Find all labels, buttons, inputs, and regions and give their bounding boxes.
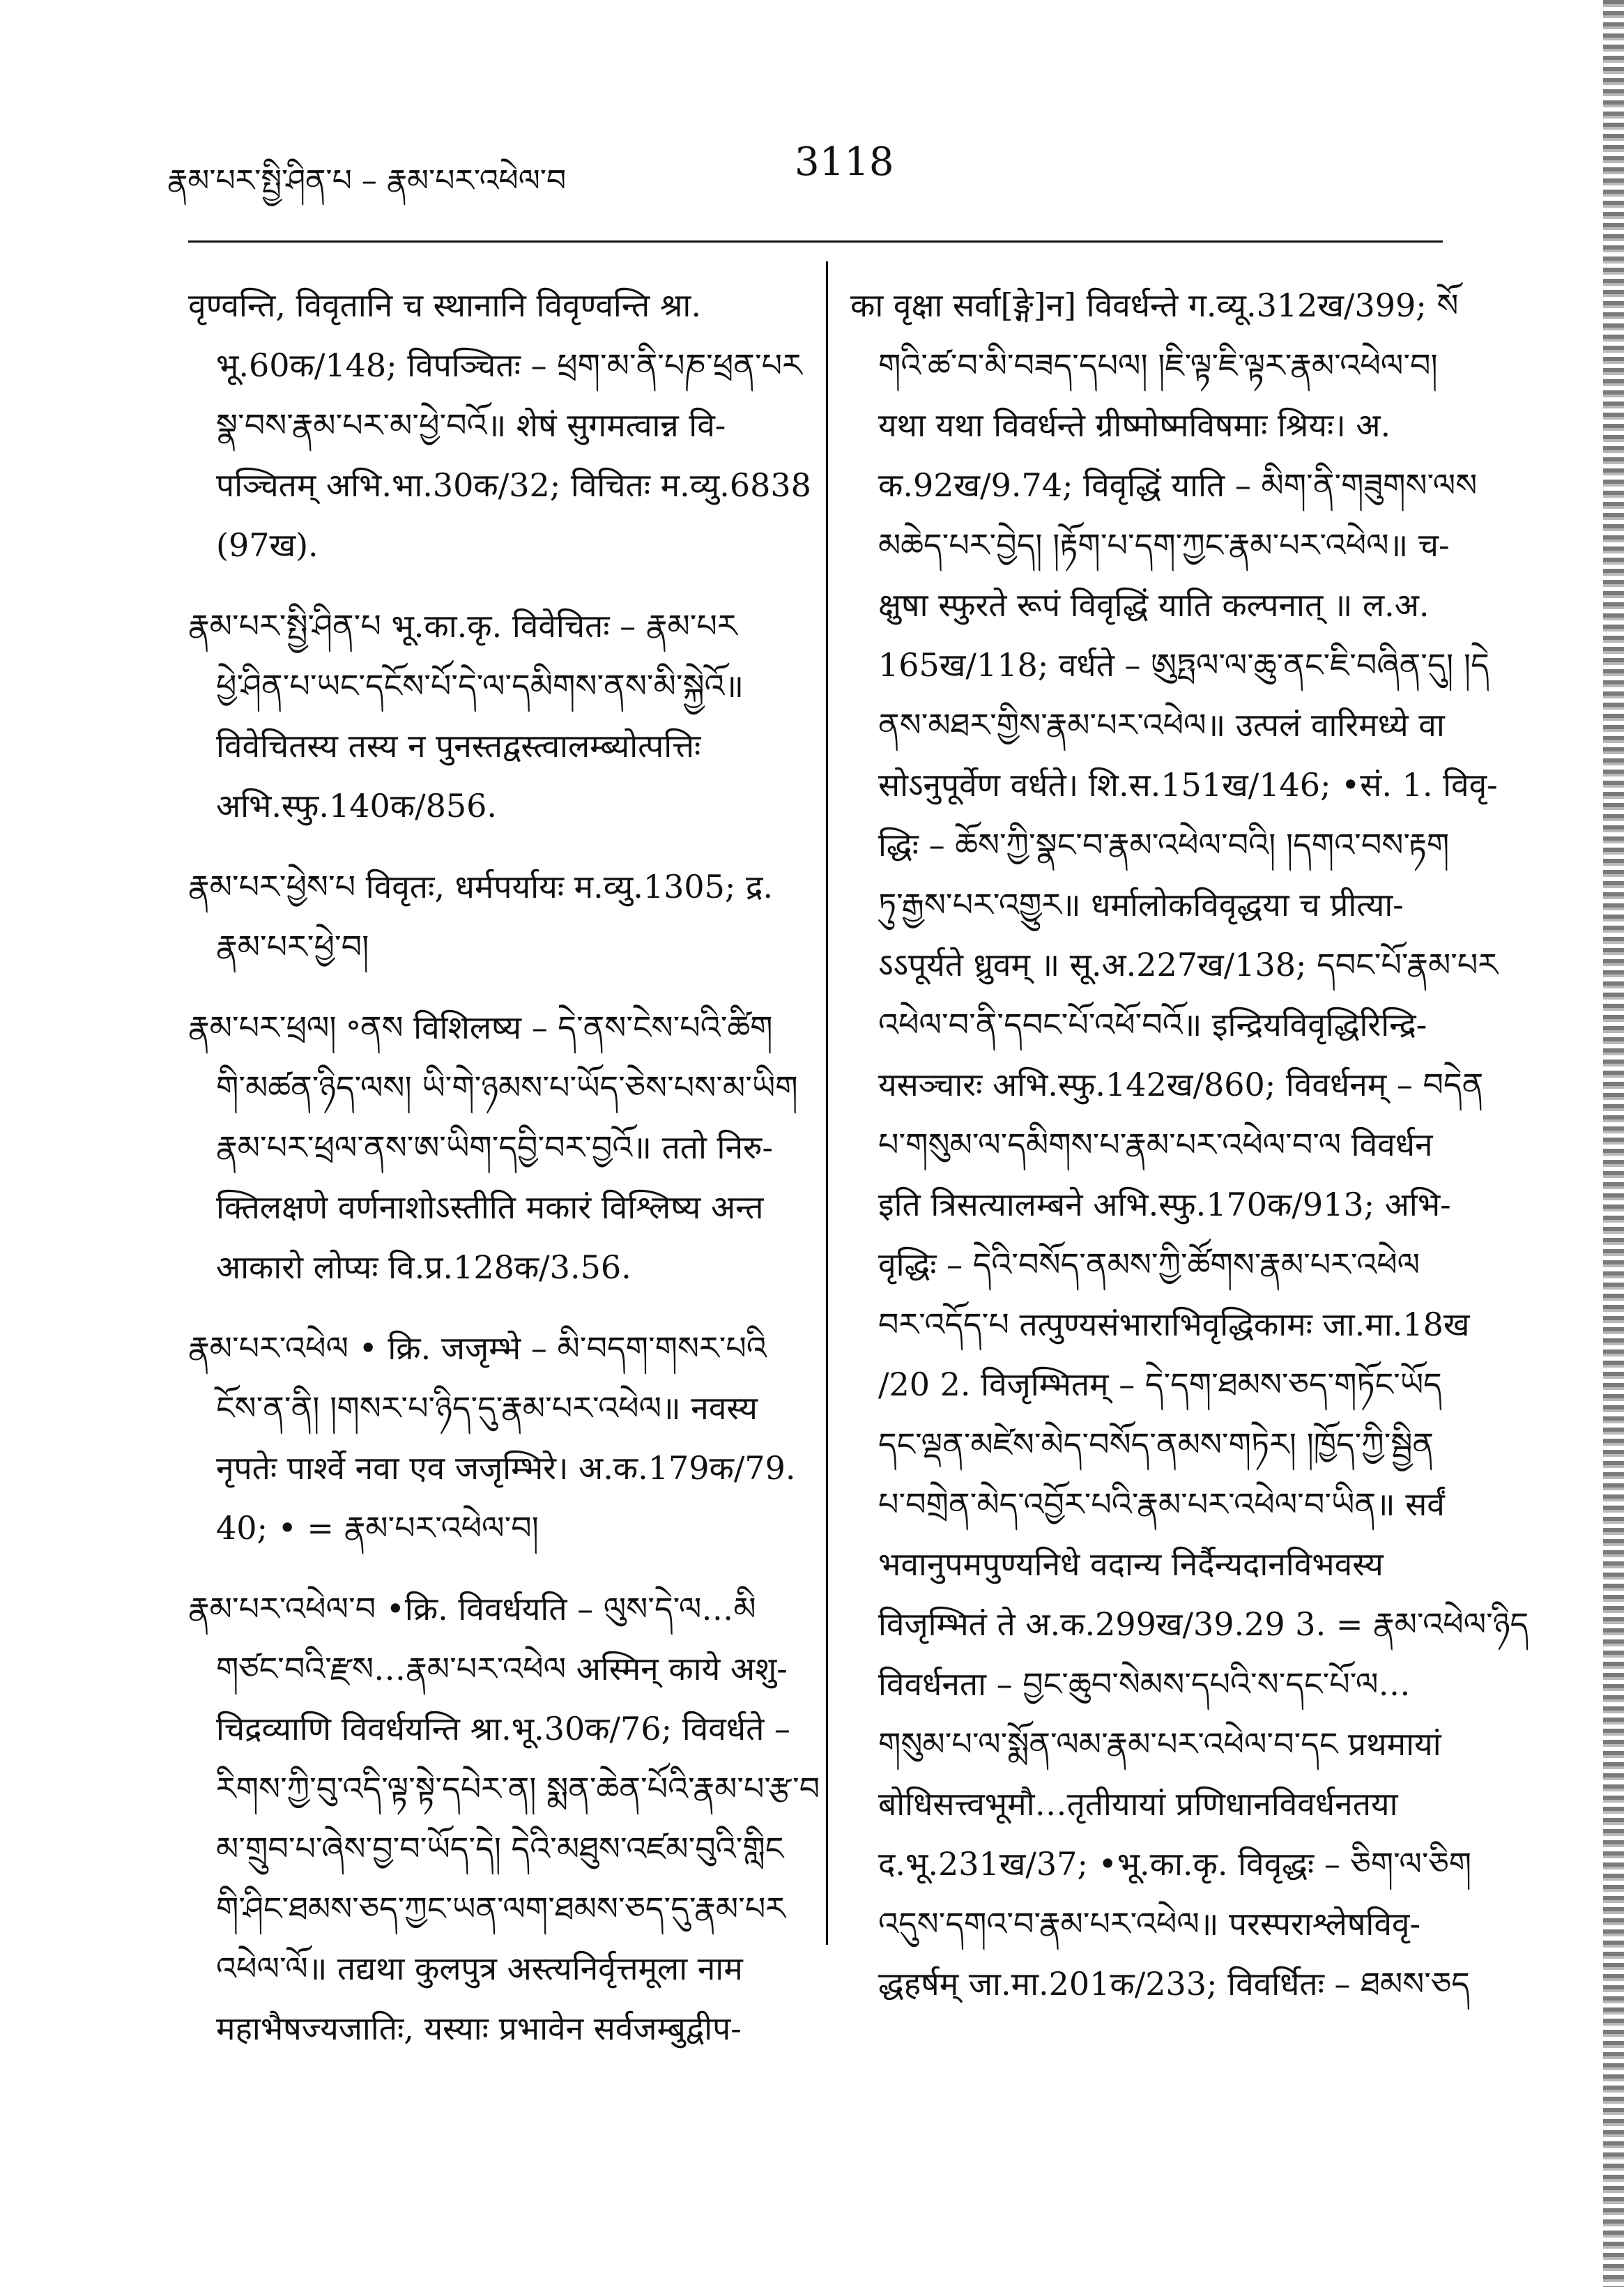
- text-line: དང་ལྡན་མཛེས་མེད་བསོད་ནམས་གཏེར། །ཁྱོད་ཀྱི་སྦྱིན: [878, 1425, 1434, 1463]
- text-line: द्धहर्षम् जा.मा.201क/233; विवर्धितः – ཐམས་ཅད: [878, 1965, 1470, 2003]
- text-line: यथा यथा विवर्धन्ते ग्रीष्मोष्मविषमाः श्रियः। अ.: [878, 406, 1391, 444]
- text-line: भू.60क/148; विपञ्चितः – ཕྲག་མ་ནི་པཎ་ཕྲན་པར: [216, 346, 802, 384]
- text-line: का वृक्षा सर्वा[ङ्गे]न] विवर्धन्ते ग.व्यू.312ख/399; སོ: [850, 286, 1459, 324]
- entry-paragraph: [188, 596, 795, 836]
- text-line: द.भू.231ख/37; •भू.का.कृ. विवृद्धः – ཅིག་ལ་ཅིག: [878, 1845, 1472, 1883]
- text-line: ऽऽपूर्यते ध्रुवम् ॥ सू.अ.227ख/138; དབང་པོ་རྣམ་པར: [878, 946, 1499, 984]
- text-line: अभि.स्फु.140क/856.: [216, 787, 498, 825]
- text-line: ནས་མཐར་གྱིས་རྣམ་པར་འཕེལ॥ उत्पलं वारिमध्ये वा: [878, 706, 1445, 744]
- text-line: འཕེལ་ལོ॥ तद्यथा कुलपुत्र अस्त्यनिर्वृत्तमूला नाम: [216, 1950, 743, 1987]
- text-line: མ་གྲུབ་པ་ཞེས་བྱ་བ་ཡོད་དེ། དེའི་མཐུས་འཛམ་བུའི་གླིང: [216, 1830, 784, 1867]
- text-line: इति त्रिसत्यालम्बने अभि.स्फु.170क/913; अभि-: [878, 1186, 1451, 1223]
- column-divider: [826, 261, 828, 1945]
- text-line: क्तिलक्षणे वर्णनाशोऽस्तीति मकारं विश्लिष्य अन्त: [216, 1188, 764, 1226]
- text-line: བར་འདོད་པ तत्पुण्यसंभाराभिवृद्धिकामः जा.मा.18ख: [878, 1306, 1470, 1343]
- text-line: པ་བགྲེན་མེད་འབྱོར་པའི་རྣམ་པར་འཕེལ་བ་ཡིན॥ सर्वं: [878, 1485, 1445, 1523]
- text-line: पञ्चितम् अभि.भा.30क/32; विचितः म.व्यु.6838: [216, 466, 811, 504]
- text-line: विवर्धनता – བྱང་ཆུབ་སེམས་དཔའི་ས་དང་པོ་ལ…: [878, 1665, 1411, 1703]
- text-line: རྣམ་པར་ཕྱེ་བ།: [216, 928, 369, 965]
- text-line: क.92ख/9.74; विवृद्धिं याति – མིག་ནི་གཟུགས་ལས: [878, 466, 1478, 504]
- entry-paragraph: [188, 1579, 820, 2058]
- entry-paragraph: [850, 275, 1529, 2014]
- text-line: རིགས་ཀྱི་བུ་འདི་ལྟ་སྟེ་དཔེར་ན། སྨན་ཆེན་པོའི་རྣམ་པ་རྩ་བ: [216, 1770, 820, 1807]
- text-line: གསུམ་པ་ལ་སྨོན་ལམ་རྣམ་པར་འཕེལ་བ་དང प्रथमायां: [878, 1725, 1441, 1763]
- text-line: नृपतेः पार्श्वे नवा एव जजृम्भिरे। अ.क.179क/79.: [216, 1449, 796, 1487]
- text-line: क्षुषा स्फुरते रूपं विवृद्धिं याति कल्पनात् ॥ ल.अ.: [878, 586, 1430, 624]
- text-line: वृण्वन्ति, विवृतानि च स्थानानि विवृण्वन्ति श्रा.: [188, 286, 701, 324]
- text-line: द्धिः – ཆོས་ཀྱི་སྣང་བ་རྣམ་འཕེལ་བའི། །དགའ་བས་རྟག: [878, 826, 1450, 864]
- right-column: [850, 275, 1529, 2035]
- text-line: རྣམ་པར་ཕྱེས་པ विवृतः, धर्मपर्यायः म.व्यु.1305; द्र.: [188, 868, 774, 905]
- text-line: सोऽनुपूर्वेण वर्धते। शि.स.151ख/146; •सं. 1. विवृ-: [878, 766, 1498, 804]
- entry-paragraph: [188, 997, 798, 1297]
- text-line: རྣམ་པར་སྤྱི་ཤིན་པ भू.का.कृ. विवेचितः – རྣམ་པར: [188, 607, 737, 645]
- text-line: འདུས་དགའ་བ་རྣམ་པར་འཕེལ॥ परस्पराश्लेषविवृ-: [878, 1905, 1421, 1943]
- entry-paragraph: [188, 1318, 795, 1558]
- text-line: वृद्धिः – དེའི་བསོད་ནམས་ཀྱི་ཚོགས་རྣམ་པར་འཕེལ: [878, 1246, 1420, 1283]
- entry-paragraph: [188, 275, 811, 575]
- text-line: རྣམ་པར་འཕེལ • क्रि. जजृम्भे – མི་བདག་གསར་པའི: [188, 1329, 767, 1367]
- text-line: གཙང་བའི་རྫས…རྣམ་པར་འཕེལ अस्मिन् काये अशु-: [216, 1650, 788, 1688]
- text-line: པ་གསུམ་ལ་དམིགས་པ་རྣམ་པར་འཕེལ་བ་ལ विवर्धन: [878, 1126, 1433, 1163]
- text-line: (97ख).: [216, 526, 319, 564]
- text-line: महाभैषज्यजातिः, यस्याः प्रभावेन सर्वजम्बुद्वीप-: [216, 2010, 742, 2047]
- left-column: [188, 275, 820, 2079]
- text-line: चिद्रव्याणि विवर्धयन्ति श्रा.भू.30क/76; विवर्धते –: [216, 1710, 790, 1747]
- text-line: यसञ्चारः अभि.स्फु.142ख/860; विवर्धनम् – བདེན: [878, 1066, 1484, 1103]
- text-line: གའི་ཚ་བ་མི་བཟད་དཔལ། །ཇི་ལྟ་ཇི་ལྟར་རྣམ་འཕེལ་བ།: [878, 346, 1438, 384]
- entry-paragraph: [188, 857, 795, 977]
- text-line: འཕེལ་བ་ནི་དབང་པོ་འཕོ་བའོ॥ इन्द्रियविवृद्धिरिन्द्रि-: [878, 1006, 1427, 1043]
- header-rule: [188, 240, 1443, 243]
- text-line: ངོས་ན་ནི། །གསར་པ་ཉིད་དུ་རྣམ་པར་འཕེལ॥ नवस्य: [216, 1389, 758, 1427]
- text-line: विजृम्भितं ते अ.क.299ख/39.29 3. = རྣམ་འཕེལ་ཉིད: [878, 1605, 1529, 1643]
- page-number: 3118: [795, 139, 894, 185]
- text-line: རྣམ་པར་འཕེལ་བ •क्रि. विवर्धयति – ལུས་དེ་ལ…མི: [188, 1590, 756, 1628]
- text-line: གི་ཤིང་ཐམས་ཅད་ཀྱང་ཡན་ལག་ཐམས་ཅད་དུ་རྣམ་པར: [216, 1890, 786, 1927]
- text-line: རྣམ་པར་ཕྲལ་ནས་ཨ་ཡིག་དབྱི་བར་བྱའོ॥ ततो निरु-: [216, 1129, 774, 1166]
- text-line: རྣམ་པར་ཕྲལ། ॰ནས विशिलष्य – དེ་ནས་ངེས་པའི་ཚིག: [188, 1009, 773, 1046]
- running-head: རྣམ་པར་སྤྱི་ཤིན་པ – རྣམ་པར་འཕེལ་བ: [167, 163, 567, 199]
- text-line: विवेचितस्य तस्य न पुनस्तद्वस्त्वालम्ब्योत्पत्तिः: [216, 727, 701, 765]
- text-line: ཏུ་རྒྱས་པར་འགྱུར॥ धर्मालोकविवृद्धया च प्रीत्या-: [878, 886, 1404, 924]
- text-line: /20 2. विजृम्भितम् – དེ་དག་ཐམས་ཅད་གཏོང་ཡོད: [878, 1366, 1442, 1403]
- text-line: མཆེད་པར་བྱེད། །རྟོག་པ་དག་ཀྱང་རྣམ་པར་འཕེལ॥ च-: [878, 526, 1450, 564]
- text-line: སྣ་བས་རྣམ་པར་མ་ཕྱེ་བའོ॥ शेषं सुगमत्वान्न वि-: [216, 406, 726, 444]
- text-line: बोधिसत्त्वभूमौ…तृतीयायां प्रणिधानविवर्धनतया: [878, 1785, 1398, 1823]
- text-line: 40; • = རྣམ་པར་འཕེལ་བ།: [216, 1509, 539, 1547]
- scan-edge: [1603, 0, 1624, 2287]
- text-line: 165ख/118; वर्धते – ཨུཏྤལ་ལ་ཆུ་ནང་ཇི་བཞིན་དུ། །དེ: [878, 646, 1489, 684]
- text-line: ཕྱེ་ཤིན་པ་ཡང་དངོས་པོ་དེ་ལ་དམིགས་ནས་མི་སྐྱེའོ॥: [216, 667, 744, 705]
- text-line: भवानुपमपुण्यनिधे वदान्य निर्दैन्यदानविभवस्य: [878, 1545, 1384, 1583]
- page-header: [167, 139, 1422, 202]
- text-line: आकारो लोप्यः वि.प्र.128क/3.56.: [216, 1248, 631, 1286]
- text-line: གི་མཚན་ཉིད་ལས། ཡི་གེ་ཉམས་པ་ཡོད་ཅེས་པས་མ་ཡིག: [216, 1069, 798, 1106]
